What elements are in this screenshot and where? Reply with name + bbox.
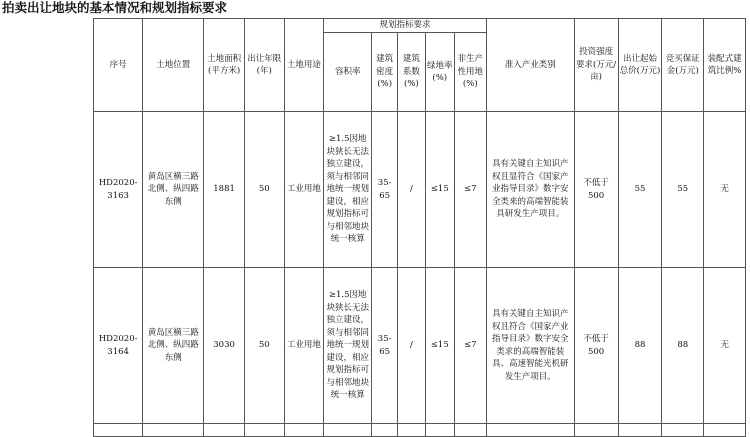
page-title: 拍卖出让地块的基本情况和规划指标要求 xyxy=(2,0,228,15)
cell-seq: HD2020-3163 xyxy=(94,112,143,268)
cell-green: ≤15 xyxy=(425,268,454,424)
header-industry: 准入产业类别 xyxy=(486,19,574,112)
header-use: 土地用途 xyxy=(284,19,324,112)
cell-area: 1881 xyxy=(204,112,245,268)
cell-investment: 不低于500 xyxy=(574,268,618,424)
cell-use: 工业用地 xyxy=(284,112,324,268)
cell-location: 黄岛区横三路北侧、纵四路东侧 xyxy=(143,268,204,424)
table-row xyxy=(94,268,746,424)
header-green: 绿地率(%) xyxy=(425,33,454,112)
cell-far: ≥1.5因地块狭长无法独立建设，须与相邻同地统一规划建设，相应规划指标可与相邻地块统一核算 xyxy=(324,268,372,424)
cell-green: ≤15 xyxy=(425,112,454,268)
cell-coef: / xyxy=(398,268,426,424)
header-term: 出让年限(年) xyxy=(244,19,284,112)
cell-use: 工业用地 xyxy=(284,268,324,424)
cell-investment: 不低于500 xyxy=(574,112,618,268)
cell-area: 3030 xyxy=(204,268,245,424)
cell-start-price: 88 xyxy=(618,268,662,424)
header-row xyxy=(94,19,746,33)
cell-prefab: 无 xyxy=(704,112,746,268)
cell-deposit: 55 xyxy=(662,112,704,268)
cell-nonprod: ≤7 xyxy=(454,268,486,424)
table-row-cut-off xyxy=(94,424,746,437)
cell-deposit: 88 xyxy=(662,268,704,424)
cell-prefab: 无 xyxy=(704,268,746,424)
header-investment: 投资强度要求(万元/亩) xyxy=(574,19,618,112)
cell-density: 35-65 xyxy=(372,268,398,424)
land-table xyxy=(93,18,746,437)
table-row xyxy=(94,112,746,268)
header-planning-group: 规划指标要求 xyxy=(324,19,487,33)
header-density: 建筑密度(%) xyxy=(372,33,398,112)
header-start-price: 出让起始总价(万元) xyxy=(618,19,662,112)
cell-industry: 具有关键自主知识产权且符合《国家产业指导目录》数字安全类求的高端智能装具、高速智能光机研发生产项目。 xyxy=(486,268,574,424)
cell-seq: HD2020-3164 xyxy=(94,268,143,424)
cell-nonprod: ≤7 xyxy=(454,112,486,268)
cell-density: 35-65 xyxy=(372,112,398,268)
cell-start-price: 55 xyxy=(618,112,662,268)
header-area: 土地面积(平方米) xyxy=(204,19,245,112)
cell-term: 50 xyxy=(244,268,284,424)
header-coef: 建筑系数(%) xyxy=(398,33,426,112)
header-deposit: 竞买保证金(万元) xyxy=(662,19,704,112)
header-prefab: 装配式建筑比例% xyxy=(704,19,746,112)
header-far: 容积率 xyxy=(324,33,372,112)
cell-coef: / xyxy=(398,112,426,268)
header-seq: 序号 xyxy=(94,19,143,112)
header-location: 土地位置 xyxy=(143,19,204,112)
cell-far: ≥1.5因地块狭长无法独立建设，须与相邻同地统一规划建设，相应规划指标可与相邻地块统一核算 xyxy=(324,112,372,268)
header-nonprod: 非生产性用地(%) xyxy=(454,33,486,112)
cell-location: 黄岛区横三路北侧、纵四路东侧 xyxy=(143,112,204,268)
cell-industry: 具有关键自主知识产权且显符合《国家产业指导目录》数字安全类来的高端智能装具研发生产项目。 xyxy=(486,112,574,268)
cell-term: 50 xyxy=(244,112,284,268)
